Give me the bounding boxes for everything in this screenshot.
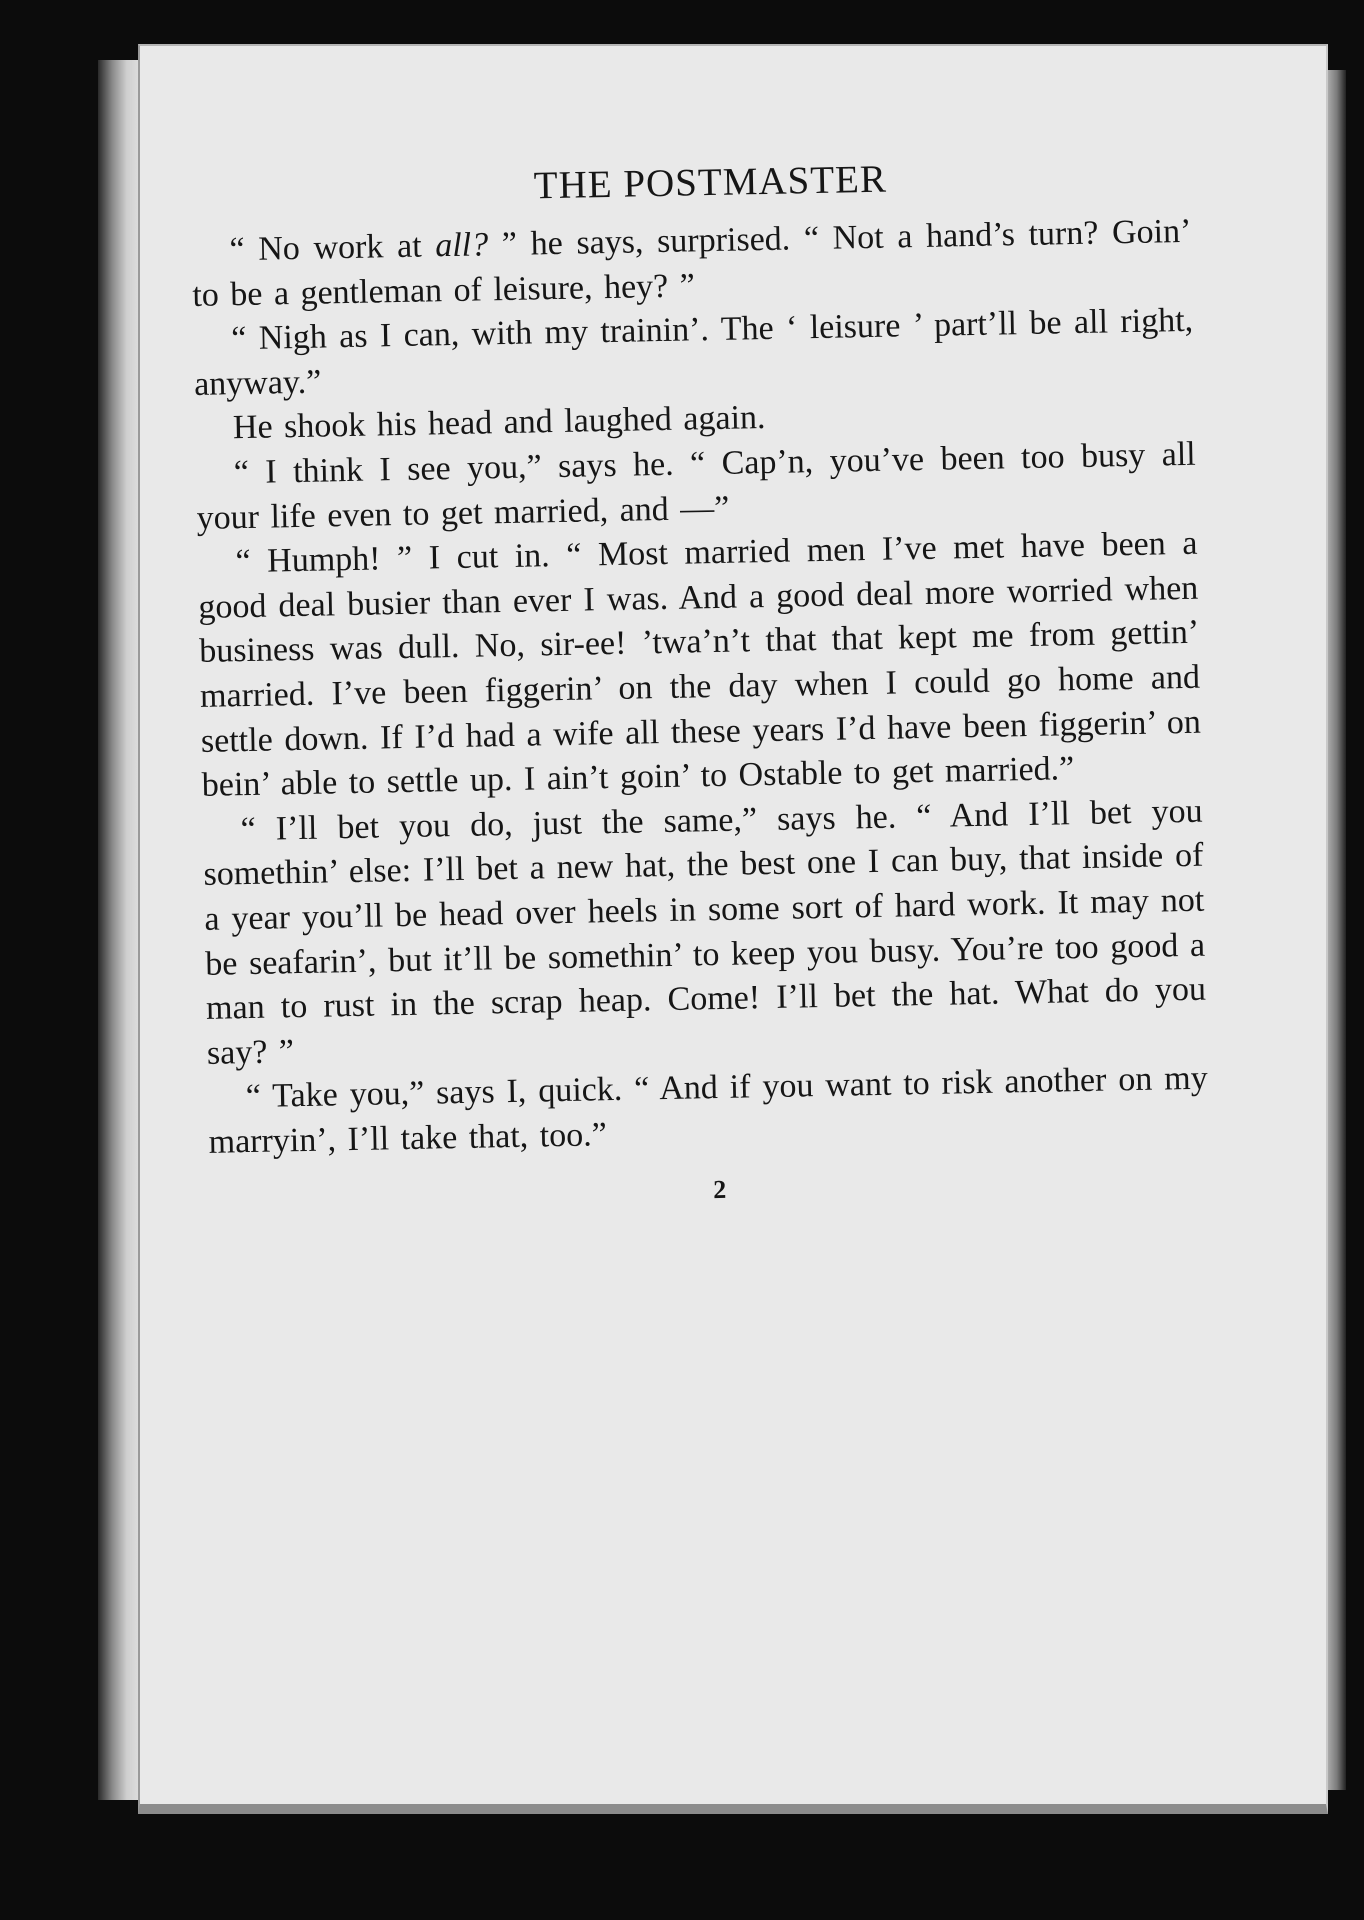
paragraph-3: He shook his head and laughed again.	[232, 399, 766, 447]
paragraph-1-italic: all?	[434, 226, 489, 265]
paragraph-2: “ Nigh as I can, with my trainin’. The ‘ leisure ’ part’ll be all right, anyway.”	[193, 301, 1194, 403]
paragraph-5: “ Humph! ” I cut in. “ Most married men I’ve met have been a good deal busier than ever I was. And a good deal more worried when business was dull. No, sir-ee! ’twa’n’t that that kept me from gettin’ married. I’ve been figgerin’ on the day when I could go home and settle down. If I’d had a wife all these years I’d have been figgerin’ on bein’ able to settle up. I ain’t goin’ to Ostable to get married.”	[198, 524, 1202, 805]
page-text-block	[190, 151, 1218, 1620]
paragraph-1-text-a: “ No work at	[229, 227, 436, 269]
paragraph-6: “ I’ll bet you do, just the same,” says he. “ And I’ll bet you somethin’ else: I’ll bet a new hat, the best one I can buy, that inside of a year you’ll be head over heels in some sort of hard work. It may not be seafarin’, but it’ll be somethin’ to keep you busy. You’re too good a man to rust in the scrap heap. Come! I’ll bet the hat. What do you say? ”	[203, 792, 1207, 1072]
paragraph-4: “ I think I see you,” says he. “ Cap’n, you’ve been too busy all your life even to get married, and —”	[196, 435, 1196, 537]
running-head: THE POSTMASTER	[533, 157, 888, 208]
page-number: 2	[712, 1175, 727, 1205]
paragraph-7: “ Take you,” says I, quick. “ And if you want to risk another on my marryin’, I’ll take that, too.”	[208, 1059, 1208, 1161]
paragraph-1-text-b: ” he says, surprised. “ Not a hand’s turn? Goin’ to be a gentleman of leisure, hey? ”	[192, 212, 1192, 314]
